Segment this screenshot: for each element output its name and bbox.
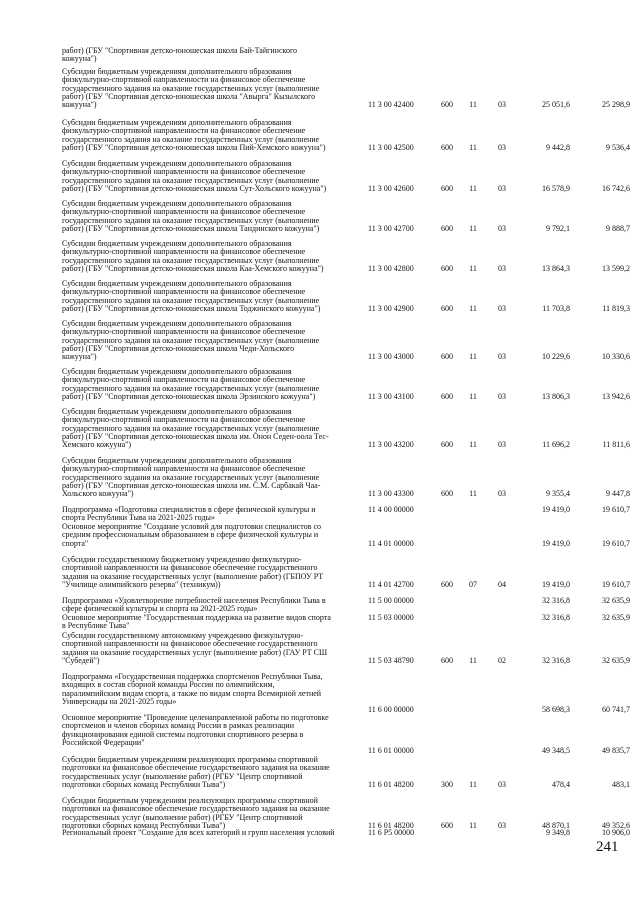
row-amount-2024: 11 811,6 [602, 440, 630, 449]
row-amount-2023: 13 806,3 [542, 392, 570, 401]
row-code: 11 4 01 00000 [368, 539, 414, 548]
row-amount-2024: 10 906,0 [602, 828, 630, 837]
row-amount-2023: 58 698,3 [542, 705, 570, 714]
row-vr: 600 [441, 184, 453, 193]
row-code: 11 3 00 42700 [368, 224, 414, 233]
row-description: Подпрограмма «Подготовка специалистов в сфере физической культуры и спорта Республики Тыва на 2021-2025 годы» [62, 505, 316, 523]
row-description: Основное мероприятие "Проведение целенаправленной работы по подготовке спортсменов и членов сборных команд России в рамках реализации функционирования единой системы подготовки спортивного резерва в Российской Федерации" [62, 713, 329, 747]
row-rz: 11 [469, 184, 477, 193]
row-vr: 600 [441, 821, 453, 830]
row-amount-2024: 10 330,6 [602, 352, 630, 361]
row-description: Субсидии бюджетным учреждениям реализующих программы спортивной подготовки на финансовое обеспечение государственного задания на оказание государственных услуг (выполнение работ) (РГБУ "Центр спортивной подготовки сборных команд Республики Тыва") [62, 755, 330, 789]
row-amount-2023: 32 316,8 [542, 656, 570, 665]
row-vr: 600 [441, 304, 453, 313]
row-pr: 03 [498, 143, 506, 152]
row-amount-2023: 9 442,8 [546, 143, 570, 152]
row-code: 11 6 P5 00000 [368, 828, 415, 837]
row-code: 11 5 00 00000 [368, 596, 414, 605]
row-amount-2024: 49 352,6 [602, 821, 630, 830]
row-code: 11 5 03 48790 [368, 656, 414, 665]
row-amount-2023: 19 419,0 [542, 505, 570, 514]
row-rz: 11 [469, 304, 477, 313]
row-code: 11 3 00 43300 [368, 489, 414, 498]
row-amount-2023: 19 419,0 [542, 539, 570, 548]
row-vr: 600 [441, 100, 453, 109]
row-vr: 600 [441, 656, 453, 665]
row-description: Субсидии бюджетным учреждениям дополнительного образования физкультурно-спортивной направленности на финансовое обеспечение государственного задания на оказание государственных услуг (выполнение работ) (ГБУ "Спортивная детско-юношеская школа Пий-Хемского кожууна") [62, 118, 326, 152]
row-amount-2024: 60 741,7 [602, 705, 630, 714]
row-pr: 03 [498, 780, 506, 789]
row-pr: 03 [498, 184, 506, 193]
row-description: Субсидии бюджетным учреждениям дополнительного образования физкультурно-спортивной направленности на финансовое обеспечение государственного задания на оказание государственных услуг (выполнение работ) (ГБУ "Спортивная детско-юношеская школа Чеди-Хольского кожууна") [62, 319, 320, 362]
row-rz: 11 [469, 392, 477, 401]
row-amount-2023: 9 355,4 [546, 489, 570, 498]
row-description: Субсидии государственному автономному учреждению физкультурно- спортивной направленности на финансовое обеспечение государственного задания на оказание государственных услуг (выполнение работ) (ГАУ РТ СШ "Субедей") [62, 631, 328, 665]
row-vr: 600 [441, 352, 453, 361]
row-pr: 03 [498, 440, 506, 449]
row-amount-2024: 25 298,9 [602, 100, 630, 109]
row-description: Субсидии бюджетным учреждениям дополнительного образования физкультурно-спортивной направленности на финансовое обеспечение государственного задания на оказание государственных услуг (выполнение работ) (ГБУ "Спортивная детско-юношеская школа им. Онон Седен-оола Тес- Хемского кожууна") [62, 407, 329, 450]
row-code: 11 3 00 42500 [368, 143, 414, 152]
row-amount-2023: 25 051,6 [542, 100, 570, 109]
row-amount-2023: 48 870,1 [542, 821, 570, 830]
row-amount-2024: 32 635,9 [602, 613, 630, 622]
row-rz: 07 [469, 580, 477, 589]
row-description: Субсидии бюджетным учреждениям дополнительного образования физкультурно-спортивной направленности на финансовое обеспечение государственного задания на оказание государственных услуг (выполнение работ) (ГБУ "Спортивная детско-юношеская школа Тандинского кожууна") [62, 199, 320, 233]
row-description: Субсидии бюджетным учреждениям реализующих программы спортивной подготовки на финансовое обеспечение государственного задания на оказание государственных услуг (выполнение работ) (РГБУ "Центр спортивной подготовки сборных команд Республики Тыва") [62, 796, 330, 830]
row-description: Субсидии государственному бюджетному учреждению физкультурно- спортивной направленности на финансовое обеспечение государственного задания на оказание государственных услуг (выполнение работ) (ГБПОУ РТ "Училище олимпийского резерва" (техникум)) [62, 555, 324, 589]
row-vr: 600 [441, 440, 453, 449]
row-vr: 600 [441, 264, 453, 273]
row-amount-2024: 19 610,7 [602, 505, 630, 514]
row-amount-2023: 49 348,5 [542, 746, 570, 755]
row-pr: 03 [498, 489, 506, 498]
row-rz: 11 [469, 440, 477, 449]
row-code: 11 6 01 48200 [368, 821, 414, 830]
row-amount-2023: 13 864,3 [542, 264, 570, 273]
row-amount-2024: 19 610,7 [602, 580, 630, 589]
row-vr: 600 [441, 580, 453, 589]
row-amount-2023: 10 229,6 [542, 352, 570, 361]
row-code: 11 4 00 00000 [368, 505, 414, 514]
row-code: 11 3 00 42600 [368, 184, 414, 193]
row-code: 11 6 01 00000 [368, 746, 414, 755]
row-description: Подпрограмма «Удовлетворение потребностей населения Республики Тыва в сфере физической культуры и спорта на 2021-2025 годы» [62, 596, 326, 614]
row-code: 11 6 00 00000 [368, 705, 414, 714]
row-code: 11 3 00 43000 [368, 352, 414, 361]
row-code: 11 4 01 42700 [368, 580, 414, 589]
row-pr: 03 [498, 224, 506, 233]
row-vr: 300 [441, 780, 453, 789]
row-pr: 03 [498, 821, 506, 830]
row-amount-2023: 32 316,8 [542, 596, 570, 605]
row-amount-2024: 13 599,2 [602, 264, 630, 273]
row-amount-2024: 11 819,3 [602, 304, 630, 313]
row-amount-2024: 13 942,6 [602, 392, 630, 401]
row-vr: 600 [441, 224, 453, 233]
row-rz: 11 [469, 489, 477, 498]
row-amount-2023: 16 578,9 [542, 184, 570, 193]
row-vr: 600 [441, 143, 453, 152]
row-amount-2023: 9 792,1 [546, 224, 570, 233]
row-code: 11 3 00 43100 [368, 392, 414, 401]
row-rz: 11 [469, 100, 477, 109]
row-amount-2023: 11 703,8 [542, 304, 570, 313]
row-description: Субсидии бюджетным учреждениям дополнительного образования физкультурно-спортивной направленности на финансовое обеспечение государственного задания на оказание государственных услуг (выполнение работ) (ГБУ "Спортивная детско-юношеская школа "Авырга" Кызылского кожууна") [62, 67, 320, 110]
row-vr: 600 [441, 489, 453, 498]
row-code: 11 5 03 00000 [368, 613, 414, 622]
page-number: 241 [596, 839, 619, 855]
row-description: Субсидии бюджетным учреждениям дополнительного образования физкультурно-спортивной направленности на финансовое обеспечение государственного задания на оказание государственных услуг (выполнение работ) (ГБУ "Спортивная детско-юношеская школа Сут-Хольского кожууна") [62, 159, 327, 193]
row-code: 11 3 00 42900 [368, 304, 414, 313]
row-pr: 03 [498, 352, 506, 361]
row-pr: 04 [498, 580, 506, 589]
row-rz: 11 [469, 264, 477, 273]
row-pr: 03 [498, 100, 506, 109]
row-description: Субсидии бюджетным учреждениям дополнительного образования физкультурно-спортивной направленности на финансовое обеспечение государственного задания на оказание государственных услуг (выполнение работ) (ГБУ "Спортивная детско-юношеская школа Эрзинского кожууна") [62, 367, 320, 401]
row-rz: 11 [469, 224, 477, 233]
row-code: 11 6 01 48200 [368, 780, 414, 789]
row-amount-2023: 9 349,8 [546, 828, 570, 837]
row-rz: 11 [469, 656, 477, 665]
row-amount-2023: 11 696,2 [542, 440, 570, 449]
row-description: Основное мероприятие "Государственная поддержка на развитие видов спорта в Республике Тыва" [62, 613, 331, 631]
row-description: Субсидии бюджетным учреждениям дополнительного образования физкультурно-спортивной направленности на финансовое обеспечение государственного задания на оказание государственных услуг (выполнение работ) (ГБУ "Спортивная детско-юношеская школа им. С.М. Сарбакай Чаа- Хольского кожууна") [62, 456, 321, 499]
row-rz: 11 [469, 780, 477, 789]
row-pr: 03 [498, 392, 506, 401]
row-amount-2024: 9 536,4 [606, 143, 630, 152]
row-pr: 02 [498, 656, 506, 665]
row-amount-2024: 483,1 [612, 780, 630, 789]
row-code: 11 3 00 43200 [368, 440, 414, 449]
row-amount-2024: 19 610,7 [602, 539, 630, 548]
row-description: работ) (ГБУ "Спортивная детско-юношеская школа Бай-Тайгинского кожууна") [62, 46, 298, 64]
row-code: 11 3 00 42800 [368, 264, 414, 273]
row-pr: 03 [498, 304, 506, 313]
row-amount-2024: 16 742,6 [602, 184, 630, 193]
row-rz: 11 [469, 821, 477, 830]
row-amount-2024: 9 888,7 [606, 224, 630, 233]
row-amount-2023: 478,4 [552, 780, 570, 789]
row-vr: 600 [441, 392, 453, 401]
row-rz: 11 [469, 143, 477, 152]
row-description: Субсидии бюджетным учреждениям дополнительного образования физкультурно-спортивной направленности на финансовое обеспечение государственного задания на оказание государственных услуг (выполнение работ) (ГБУ "Спортивная детско-юношеская школа Каа-Хемского кожууна") [62, 239, 324, 273]
row-amount-2024: 9 447,8 [606, 489, 630, 498]
row-description: Основное мероприятие "Создание условий для подготовки специалистов со средним профессиональным образованием в сфере физической культуры и спорта" [62, 522, 322, 548]
row-description: Подпрограмма «Государственная поддержка спортсменов Республики Тыва, входящих в состав сборной команды России по олимпийским, паралимпийским видам спорта, а также по видам спорта Всемирной летней Универсиады на 2021-2025 годы» [62, 672, 323, 706]
row-description: Региональный проект "Создание для всех категорий и групп населения условий [62, 828, 335, 837]
row-rz: 11 [469, 352, 477, 361]
row-amount-2024: 32 635,9 [602, 596, 630, 605]
row-code: 11 3 00 42400 [368, 100, 414, 109]
row-amount-2023: 19 419,0 [542, 580, 570, 589]
row-amount-2024: 32 635,9 [602, 656, 630, 665]
row-description: Субсидии бюджетным учреждениям дополнительного образования физкультурно-спортивной направленности на финансовое обеспечение государственного задания на оказание государственных услуг (выполнение работ) (ГБУ "Спортивная детско-юношеская школа Тоджинского кожууна") [62, 279, 321, 313]
row-amount-2023: 32 316,8 [542, 613, 570, 622]
row-pr: 03 [498, 264, 506, 273]
row-amount-2024: 49 835,7 [602, 746, 630, 755]
